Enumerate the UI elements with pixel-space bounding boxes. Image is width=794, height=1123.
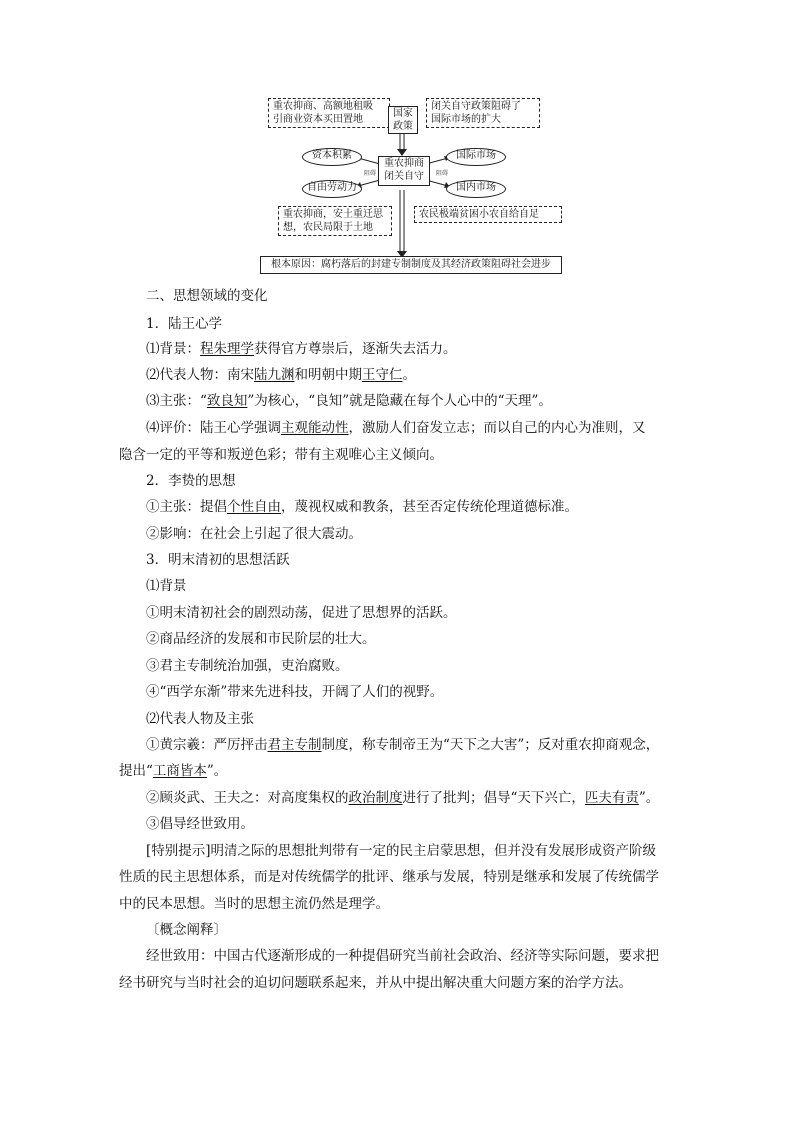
text: ②顾炎武、王夫之：对高度集权的 [146, 790, 349, 806]
note-line: 国际市场的扩大 [431, 114, 501, 125]
text: 提出“ [119, 763, 153, 779]
huang-zongxi [146, 733, 659, 753]
subheading-luwang: 1．陆王心学 [146, 316, 223, 332]
text: ①黄宗羲：严厉抨击 [146, 737, 268, 753]
special-tip-cont: 性质的民主思想体系，而是对传统儒学的批评、继承与发展，特别是继承和发展了传统儒学 [119, 869, 659, 885]
background-item: ④“西学东渐”带来先进科技，开阔了人们的视野。 [146, 684, 444, 700]
box-line: 国家 [393, 108, 413, 119]
root-cause-box [260, 256, 562, 274]
representatives-title: ⑵代表人物及主张 [146, 711, 254, 727]
text: ，蔑视权威和教条，甚至否定传统伦理道德标准。 [281, 499, 578, 515]
bottom-left-note [278, 206, 392, 236]
key-term: 王守仁 [362, 367, 403, 383]
luwang-representatives [146, 363, 416, 383]
gu-yanwu-wang-fuzhi [146, 786, 659, 806]
ming-qing-background-title: ⑴背景 [146, 578, 187, 594]
causal-diagram [250, 92, 570, 274]
background-item: ①明末清初社会的剧烈动荡，促进了思想界的活跃。 [146, 605, 457, 621]
text: ，激励人们奋发立志；而以自己的内心为准则，又 [348, 420, 646, 436]
ellipse-label: 自由劳动力 [307, 182, 357, 193]
text: 进行了批判；倡导“天下兴亡， [402, 790, 585, 806]
text: 获得官方尊崇后，逐渐失去活力。 [254, 341, 457, 357]
text: ⑴背景： [146, 341, 200, 357]
text: ”。 [638, 790, 660, 806]
concept-definition-cont: 经书研究与当时社会的迫切问题联系起来，并从中提出解决重大问题方案的治学方法。 [119, 975, 632, 991]
key-term: 政治制度 [348, 790, 403, 806]
luwang-evaluation [146, 416, 646, 436]
background-item: ②商品经济的发展和市民阶层的壮大。 [146, 631, 376, 647]
ellipse-international-market [446, 148, 506, 166]
key-term: 匹夫有责 [584, 790, 639, 806]
practical-statecraft: ③倡导经世致用。 [146, 816, 254, 832]
key-term: 程朱理学 [200, 341, 254, 357]
ellipse-label: 资本积累 [312, 150, 352, 161]
note-line: 重农抑商，安土重迁思 [283, 209, 383, 220]
luwang-evaluation-cont: 隐含一定的平等和叛逆色彩；带有主观唯心主义倾向。 [119, 447, 443, 463]
text: ⑶主张：“ [146, 393, 207, 409]
section-heading: 二、思想领域的变化 [146, 288, 268, 304]
box-line: 闭关自守 [384, 171, 424, 182]
note-line: 重农抑商、高额地租吸 [273, 101, 373, 112]
note-line: 引商业资本买田置地 [273, 114, 363, 125]
text: ①主张：提倡 [146, 499, 227, 515]
ellipse-free-labor [302, 180, 362, 198]
text: ”。 [206, 763, 228, 779]
box-line: 重农抑商 [384, 158, 424, 169]
note-line: 想，农民局限于土地 [283, 222, 373, 233]
text: 和明朝中期 [294, 367, 362, 383]
subheading-lizhi: 2．李贽的思想 [146, 473, 236, 489]
bottom-right-note [414, 206, 562, 223]
concept-title: 〔概念阐释〕 [146, 922, 227, 938]
lizhi-claim [146, 495, 578, 515]
key-term: 致良知 [206, 393, 248, 409]
top-right-note [426, 98, 540, 128]
hinder-label-left: 阻碍 [364, 170, 377, 177]
lizhi-impact: ②影响：在社会上引起了很大震动。 [146, 526, 362, 542]
text: ”为核心，“良知”就是隐藏在每个人心中的“天理”。 [247, 393, 552, 409]
box-line: 政策 [393, 121, 413, 132]
top-left-note [268, 98, 390, 128]
text: 。 [402, 367, 416, 383]
luwang-claim [146, 389, 552, 409]
ellipse-capital-accumulation [302, 148, 362, 166]
huang-zongxi-cont [119, 759, 227, 779]
background-item: ③君主专制统治加强，吏治腐败。 [146, 658, 349, 674]
special-tip-cont: 中的民本思想。当时的思想主流仍然是理学。 [119, 896, 389, 912]
ellipse-domestic-market [446, 180, 506, 198]
note-line: 闭关自守政策阻碍了 [431, 101, 521, 112]
hinder-label-right: 阻碍 [436, 170, 449, 177]
note-line: 农民极端贫困小农自给自足 [419, 209, 539, 220]
concept-definition: 经世致用：中国古代逐渐形成的一种提倡研究当前社会政治、经济等实际问题，要求把 [146, 948, 659, 964]
text: ⑵代表人物：南宋 [146, 367, 254, 383]
ellipse-label: 国际市场 [456, 150, 496, 161]
ellipse-label: 国内市场 [456, 182, 496, 193]
center-policy-box [378, 156, 430, 186]
key-term: 陆九渊 [254, 367, 295, 383]
key-term: 工商皆本 [152, 763, 207, 779]
text: 制度，称专制帝王为“天下之大害”；反对重农抑商观念， [321, 737, 660, 753]
luwang-background [146, 337, 457, 357]
key-term: 个性自由 [227, 499, 281, 515]
root-cause-text: 根本原因：腐朽落后的封建专制制度及其经济政策阻碍社会进步 [271, 259, 551, 270]
key-term: 君主专制 [267, 737, 322, 753]
text: ⑷评价：陆王心学强调 [146, 420, 281, 436]
special-tip: [特别提示]明清之际的思想批判带有一定的民主启蒙思想，但并没有发展形成资产阶级 [146, 843, 657, 859]
key-term: 主观能动性 [281, 420, 349, 436]
subheading-ming-qing: 3．明末清初的思想活跃 [146, 552, 290, 568]
national-policy-box [388, 106, 418, 134]
